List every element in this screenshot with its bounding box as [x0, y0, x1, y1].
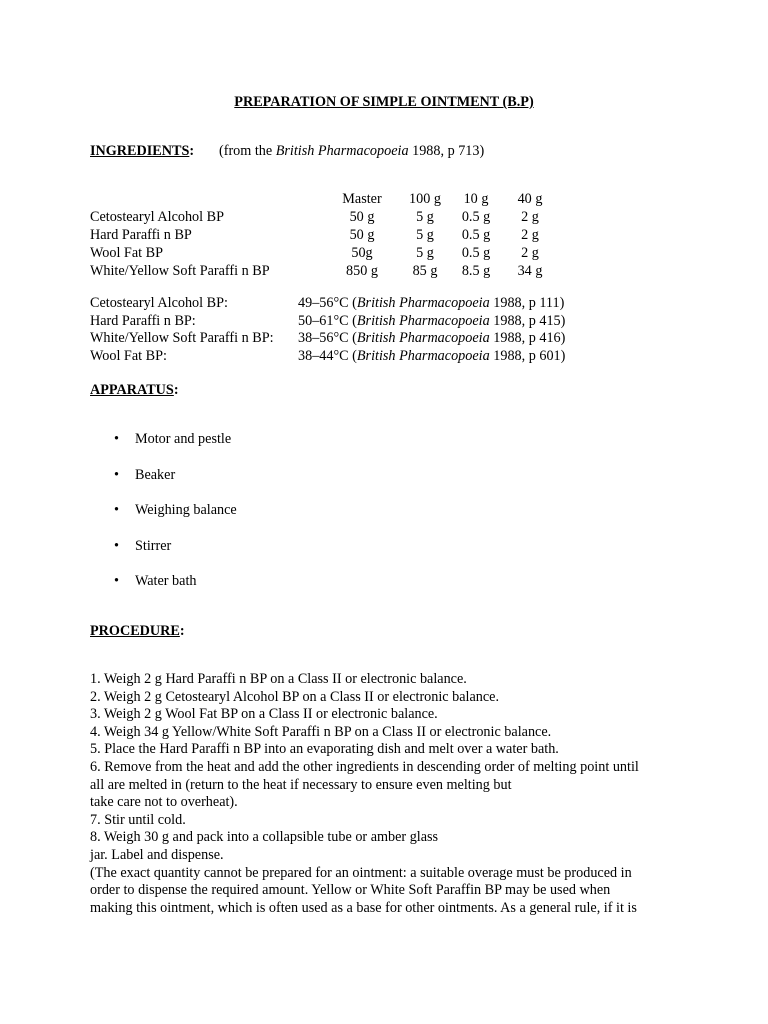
ingredients-heading-colon: : [189, 143, 195, 159]
ingredients-source [219, 143, 484, 161]
table-row [90, 330, 565, 348]
bullet-icon: • [114, 573, 119, 589]
bullet-icon: • [114, 502, 119, 518]
procedure-line: take care not to overheat). [90, 794, 238, 811]
reference-book: British Pharmacopoeia [356, 295, 490, 311]
melting-point-range: 50–61°C ( [298, 312, 357, 329]
ingredient-qty: 85 g [412, 263, 438, 279]
procedure-line: 5. Place the Hard Paraffi n BP into an evaporating dish and melt over a water bath. [90, 741, 559, 758]
ingredient-qty: 5 g [416, 227, 434, 243]
ingredient-qty: 8.5 g [461, 263, 491, 279]
list-item [90, 538, 237, 574]
procedure-line: (The exact quantity cannot be prepared for an ointment: a suitable overage must be produced in [90, 864, 632, 881]
ingredient-qty: 50g [351, 245, 373, 261]
ingredients-table [90, 191, 556, 281]
reference-book: British Pharmacopoeia [356, 330, 490, 347]
table-row [90, 245, 556, 263]
column-header: 40 g [517, 191, 543, 207]
ingredient-name: White/Yellow Soft Paraffi n BP [90, 263, 270, 279]
melting-point-value [298, 348, 565, 366]
source-book: British Pharmacopoeia [275, 143, 409, 159]
ingredient-qty: 34 g [517, 263, 543, 279]
ingredient-qty: 5 g [416, 209, 434, 225]
procedure-line: 4. Weigh 34 g Yellow/White Soft Paraffi n BP on a Class II or electronic balance. [90, 723, 552, 740]
reference-page: 1988, p 415) [489, 312, 566, 329]
reference-book: British Pharmacopoeia [356, 312, 490, 329]
ingredient-name: Wool Fat BP [90, 245, 163, 261]
document-title: PREPARATION OF SIMPLE OINTMENT (B.P) [234, 94, 534, 110]
ingredients-heading-text: INGREDIENTS [90, 143, 190, 159]
reference-book: British Pharmacopoeia [356, 347, 490, 364]
table-row [90, 348, 565, 366]
apparatus-heading [90, 382, 179, 400]
ingredient-qty: 50 g [349, 227, 375, 243]
bullet-icon: • [114, 431, 119, 447]
procedure-line: order to dispense the required amount. Yellow or White Soft Paraffin BP may be used when [90, 882, 611, 899]
procedure-line: 7. Stir until cold. [90, 811, 186, 828]
melting-point-value [298, 295, 565, 313]
reference-page: 1988, p 111) [489, 295, 565, 311]
column-header: 100 g [409, 191, 441, 207]
procedure-line: 1. Weigh 2 g Hard Paraffi n BP on a Class II or electronic balance. [90, 671, 467, 687]
bullet-icon: • [114, 466, 119, 483]
ingredient-qty: 0.5 g [461, 245, 491, 261]
ingredient-qty: 0.5 g [461, 209, 491, 225]
ingredient-qty: 5 g [416, 245, 434, 261]
reference-page: 1988, p 416) [489, 330, 566, 347]
apparatus-item: Motor and pestle [135, 431, 232, 447]
source-suffix: 1988, p 713) [408, 143, 485, 159]
ingredients-header-row [90, 191, 556, 209]
ingredient-name: Cetostearyl Alcohol BP [90, 209, 224, 225]
procedure-line: 8. Weigh 30 g and pack into a collapsible tube or amber glass [90, 829, 439, 846]
procedure-line: jar. Label and dispense. [90, 846, 224, 863]
melting-point-name: Cetostearyl Alcohol BP: [90, 295, 228, 311]
table-row [90, 313, 565, 331]
melting-point-name: Hard Paraffi n BP: [90, 312, 196, 329]
column-header: 10 g [463, 191, 489, 207]
table-row [90, 227, 556, 245]
apparatus-item: Beaker [135, 466, 176, 483]
ingredient-qty: 850 g [346, 263, 378, 279]
table-row [90, 263, 556, 281]
procedure-line: making this ointment, which is often used as a base for other ointments. As a general rule, if it is [90, 899, 637, 916]
list-item [90, 573, 237, 609]
melting-point-range: 38–44°C ( [298, 347, 357, 364]
apparatus-item: Water bath [135, 573, 197, 589]
source-prefix: (from the [219, 143, 276, 159]
bullet-icon: • [114, 537, 119, 554]
apparatus-heading-text: APPARATUS [90, 382, 174, 398]
table-row [90, 209, 556, 227]
list-item [90, 467, 237, 503]
procedure-steps [90, 671, 690, 917]
ingredient-qty: 2 g [521, 245, 539, 261]
ingredient-qty: 50 g [349, 209, 375, 225]
header-blank [90, 191, 322, 209]
apparatus-list [90, 431, 237, 609]
ingredients-heading [90, 143, 194, 161]
procedure-line: 3. Weigh 2 g Wool Fat BP on a Class II or electronic balance. [90, 706, 438, 723]
apparatus-item: Weighing balance [135, 502, 237, 518]
melting-point-name: White/Yellow Soft Paraffi n BP: [90, 330, 274, 347]
melting-points-table [90, 295, 565, 365]
ingredient-qty: 2 g [521, 227, 539, 243]
ingredient-name: Hard Paraffi n BP [90, 227, 192, 243]
list-item [90, 431, 237, 467]
ingredient-qty: 0.5 g [461, 227, 491, 243]
column-header: Master [342, 191, 382, 207]
ingredient-qty: 2 g [521, 209, 539, 225]
apparatus-item: Stirrer [135, 537, 172, 554]
apparatus-heading-colon: : [173, 382, 179, 398]
melting-point-range: 49–56°C ( [298, 295, 357, 311]
list-item [90, 502, 237, 538]
procedure-line: all are melted in (return to the heat if necessary to ensure even melting but [90, 776, 512, 793]
procedure-heading-colon: : [179, 623, 185, 639]
procedure-heading-text: PROCEDURE [90, 623, 180, 639]
procedure-line: 6. Remove from the heat and add the other ingredients in descending order of melting point until [90, 758, 639, 775]
melting-point-value [298, 313, 565, 331]
table-row [90, 295, 565, 313]
reference-page: 1988, p 601) [489, 347, 566, 364]
melting-point-range: 38–56°C ( [298, 330, 357, 347]
procedure-heading [90, 623, 185, 641]
melting-point-value [298, 330, 565, 348]
melting-point-name: Wool Fat BP: [90, 347, 167, 364]
procedure-line: 2. Weigh 2 g Cetostearyl Alcohol BP on a Class II or electronic balance. [90, 688, 500, 705]
